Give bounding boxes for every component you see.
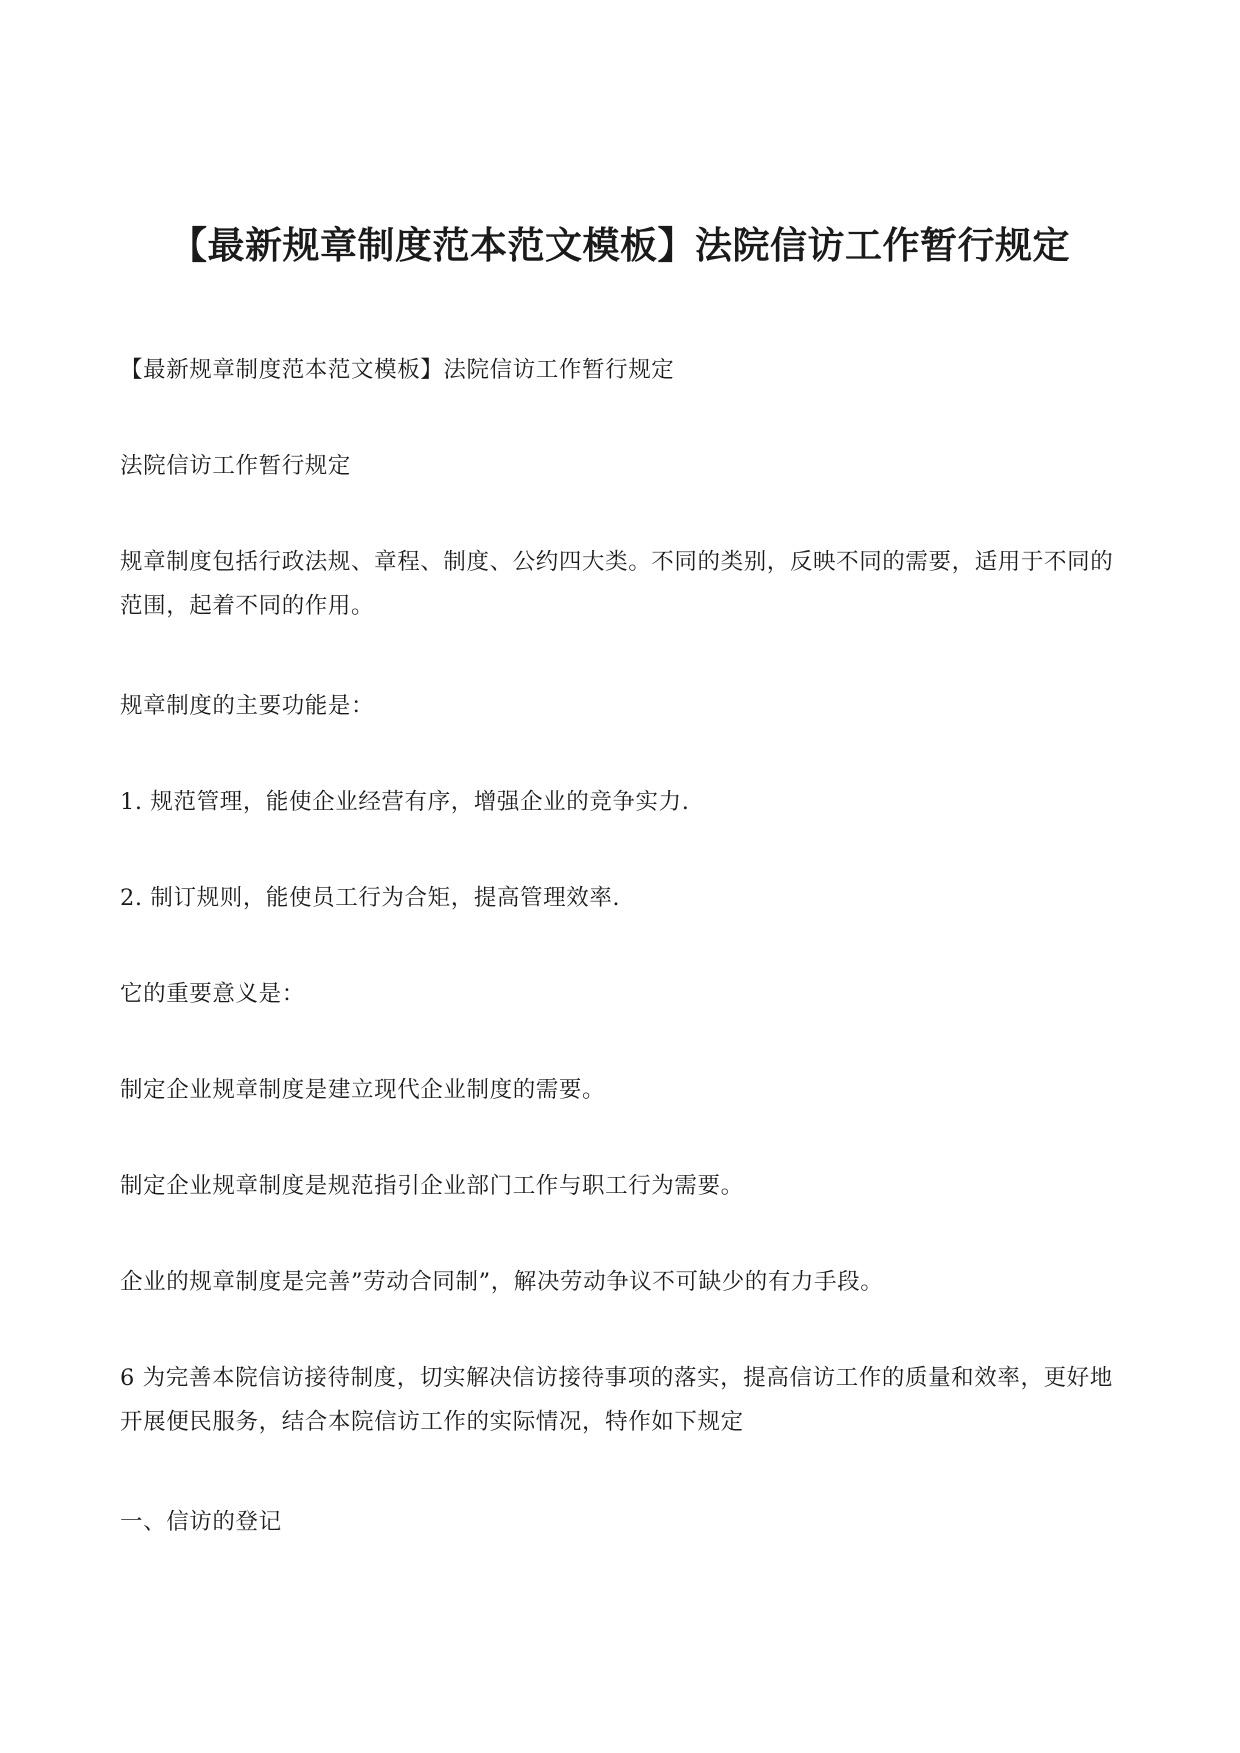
- document-title: 【最新规章制度范本范文模板】法院信访工作暂行规定: [170, 224, 1070, 267]
- paragraph-functions-heading: 规章制度的主要功能是：: [120, 693, 375, 719]
- paragraph-significance-heading: 它的重要意义是：: [120, 981, 305, 1007]
- paragraph-heading-repeat: 【最新规章制度范本范文模板】法院信访工作暂行规定: [120, 357, 675, 383]
- paragraph-section-1-heading: 一、信访的登记: [120, 1509, 282, 1535]
- paragraph-function-2: 2. 制订规则，能使员工行为合矩，提高管理效率.: [120, 885, 621, 911]
- paragraph-intro: 规章制度包括行政法规、章程、制度、公约四大类。不同的类别，反映不同的需要，适用于不同的范围，起着不同的作用。: [120, 549, 1114, 619]
- paragraph-significance-2: 制定企业规章制度是规范指引企业部门工作与职工行为需要。: [120, 1173, 744, 1199]
- paragraph-function-1: 1. 规范管理，能使企业经营有序，增强企业的竞争实力.: [120, 789, 690, 815]
- paragraph-subtitle: 法院信访工作暂行规定: [120, 453, 352, 479]
- paragraph-significance-1: 制定企业规章制度是建立现代企业制度的需要。: [120, 1077, 606, 1103]
- paragraph-significance-3: 企业的规章制度是完善”劳动合同制”，解决劳动争议不可缺少的有力手段。: [120, 1269, 884, 1295]
- paragraph-article-6: 6 为完善本院信访接待制度，切实解决信访接待事项的落实，提高信访工作的质量和效率，更好地开展便民服务，结合本院信访工作的实际情况，特作如下规定: [120, 1365, 1113, 1435]
